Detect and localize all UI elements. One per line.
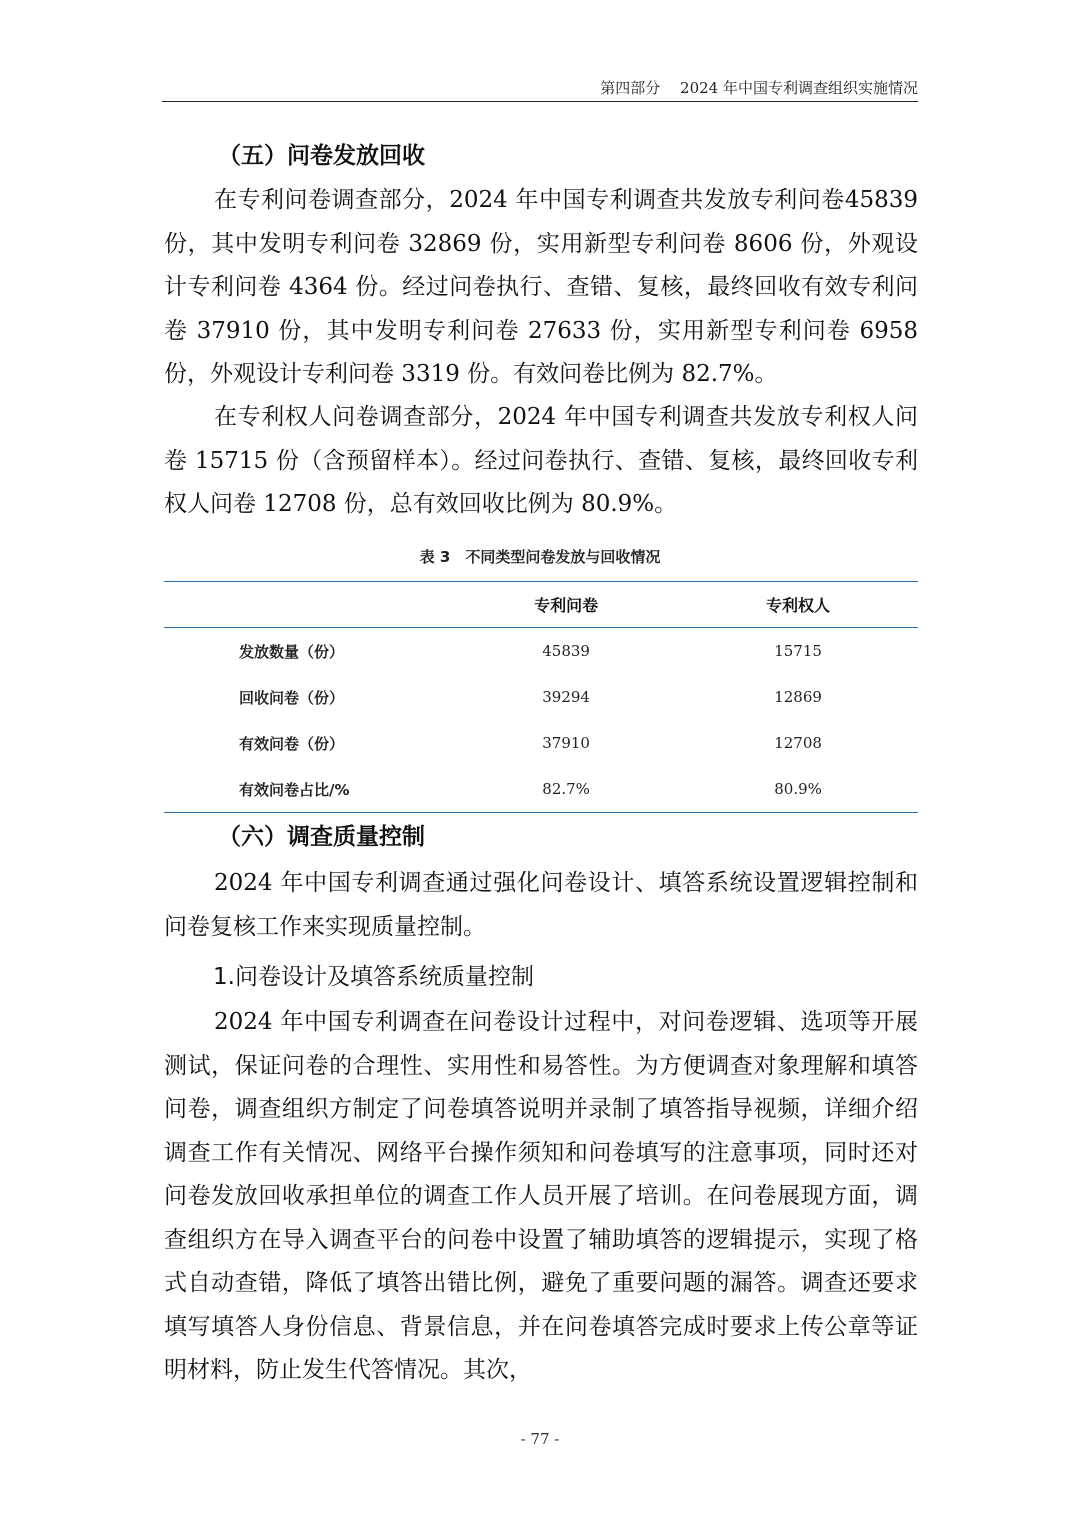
table-row [164,628,918,675]
paragraph-design-quality: 2024 年中国专利调查在问卷设计过程中，对问卷逻辑、选项等开展测试，保证问卷的合理性、实用性和易答性。为方便调查对象理解和填答问卷，调查组织方制定了问卷填答说明并录制了填答指导视频，详细介绍调查工作有关情况、网络平台操作须知和问卷填写的注意事项，同时还对问卷发放回收承担单位的调查工作人员开展了培训。在问卷展现方面，调查组织方在导入调查平台的问卷中设置了辅助填答的逻辑提示，实现了格式自动查错，降低了填答出错比例，避免了重要问题的漏答。调查还要求填写填答人身份信息、背景信息，并在问卷填答完成时要求上传公章等证明材料，防止发生代答情况。其次， [164,1009,918,1383]
table-row [164,766,918,813]
cell-holder: 80.9% [774,780,822,798]
table-header-row [164,582,918,628]
questionnaire-table [164,581,918,813]
cell-holder: 15715 [774,642,822,660]
paragraph-patentee-questionnaire: 在专利权人问卷调查部分，2024 年中国专利调查共发放专利权人问卷 15715 份（含预留样本）。经过问卷执行、查错、复核，最终回收专利权人问卷 12708 份，总有效回收比例为 80.9%。 [164,404,918,517]
section-heading-quality-control: （六）调查质量控制 [218,824,425,850]
table-caption: 表 3 不同类型问卷发放与回收情况 [419,548,661,566]
cell-patent: 37910 [542,734,590,752]
cell-patent: 82.7% [542,780,590,798]
table-header-holder: 专利权人 [766,596,831,615]
row-label: 发放数量（份） [239,642,345,661]
cell-patent: 39294 [542,688,590,706]
section-heading-questionnaire-distribution: （五）问卷发放回收 [218,143,425,169]
subsection-heading-design-quality: 1.问卷设计及填答系统质量控制 [213,964,534,990]
row-label: 有效问卷（份） [239,734,345,753]
running-header: 第四部分 2024 年中国专利调查组织实施情况 [162,78,918,102]
table-header-empty [164,582,454,628]
table-row [164,674,918,720]
paragraph-quality-control-intro: 2024 年中国专利调查通过强化问卷设计、填答系统设置逻辑控制和问卷复核工作来实现质量控制。 [164,870,918,940]
paragraph-patent-questionnaire: 在专利问卷调查部分，2024 年中国专利调查共发放专利问卷45839 份，其中发明专利问卷 32869 份，实用新型专利问卷 8606 份，外观设计专利问卷 4364 份。经过问卷执行、查错、复核，最终回收有效专利问卷 37910 份，其中发明专利问卷 27633 份，实用新型专利问卷 6958 份，外观设计专利问卷 3319 份。有效问卷比例为 82.7%。 [164,187,918,387]
page-number: - 77 - [520,1430,560,1448]
row-label: 回收问卷（份） [239,688,345,707]
cell-holder: 12708 [774,734,822,752]
cell-patent: 45839 [542,642,590,660]
table-header-patent: 专利问卷 [534,596,599,615]
row-label: 有效问卷占比/% [239,780,350,799]
cell-holder: 12869 [774,688,822,706]
table-row [164,720,918,766]
